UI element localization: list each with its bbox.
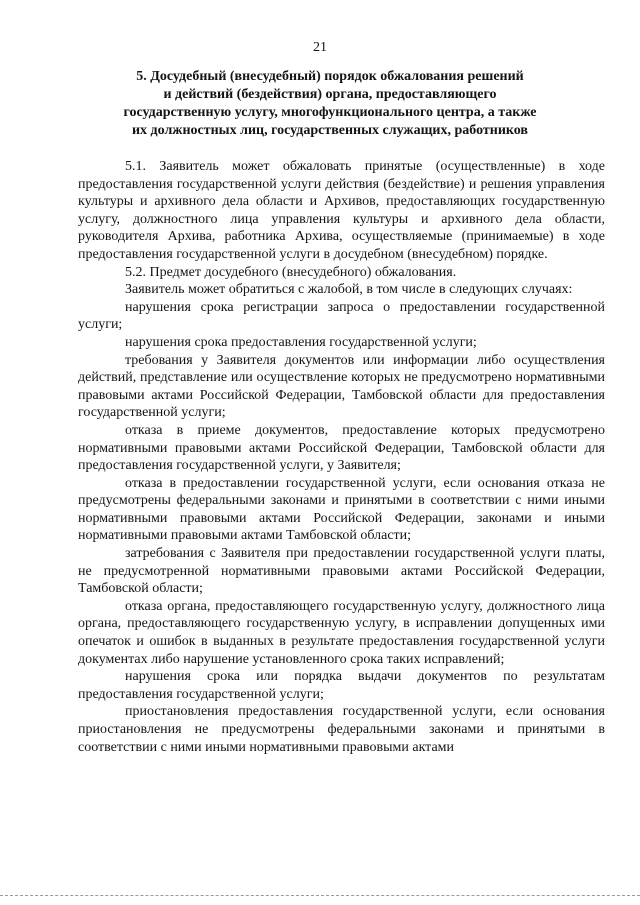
case-item: отказа в предоставлении государственной услуги, если основания отказа не предусмотрены федеральными законами и принятыми в соответствии с ними иными нормативными правовыми актами Российской Федерации, законами и иными нормативными правовыми актами Тамбовской области; xyxy=(78,475,605,544)
heading-line: 5. Досудебный (внесудебный) порядок обжалования решений xyxy=(136,69,524,84)
body-text xyxy=(78,158,605,756)
case-item: приостановления предоставления государственной услуги, если основания приостановления не предусмотрены федеральными законами и принятыми в соответствии с ними иными нормативными правовыми актами xyxy=(78,704,605,755)
scan-edge-divider xyxy=(0,895,640,896)
paragraph-intro: Заявитель может обратиться с жалобой, в том числе в следующих случаях: xyxy=(125,282,573,298)
page-number: 21 xyxy=(313,40,327,55)
case-item: затребования с Заявителя при предоставлении государственной услуги платы, не предусмотренной нормативными правовыми актами Российской Федерации, Тамбовской области; xyxy=(78,546,605,597)
section-heading xyxy=(60,68,600,140)
case-item: отказа в приеме документов, предоставление которых предусмотрено нормативными правовыми актами Российской Федерации, Тамбовской области для предоставления государственной услуги, у Заявителя; xyxy=(78,422,605,474)
paragraph-5-1: 5.1. Заявитель может обжаловать принятые (осуществленные) в ходе предоставления государственной услуги действия (бездействие) и решения управления культуры и архивного дела области и Архивов, предоставляющих государственную услугу, должностного лица управления культуры и архивного дела области, руководителя Архива, работника Архива, осуществляемые (принимаемые) в ходе предоставления государственной услуги в досудебном (внесудебном) порядке. xyxy=(78,159,605,262)
heading-line: государственную услугу, многофункционального центра, а также xyxy=(123,105,537,120)
heading-line: их должностных лиц, государственных служащих, работников xyxy=(131,123,528,138)
paragraph-5-2: 5.2. Предмет досудебного (внесудебного) обжалования. xyxy=(125,264,457,280)
case-item: отказа органа, предоставляющего государственную услугу, должностного лица органа, предоставляющего государственную услугу, в исправлении допущенных ими опечаток и ошибок в выданных в результате предоставления государственной услуги документах либо нарушение установленного срока таких исправлений; xyxy=(78,598,605,667)
case-item: требования у Заявителя документов или информации либо осуществления действий, представление или осуществление которых не предусмотрено нормативными правовыми актами Российской Федерации, Тамбовской области для предоставления государственной услуги; xyxy=(78,352,605,421)
heading-line: и действий (бездействия) органа, предоставляющего xyxy=(163,87,497,102)
case-item: нарушения срока регистрации запроса о предоставлении государственной услуги; xyxy=(78,299,605,333)
case-item: нарушения срока или порядка выдачи документов по результатам предоставления государственной услуги; xyxy=(78,669,605,702)
case-item: нарушения срока предоставления государственной услуги; xyxy=(125,334,477,350)
